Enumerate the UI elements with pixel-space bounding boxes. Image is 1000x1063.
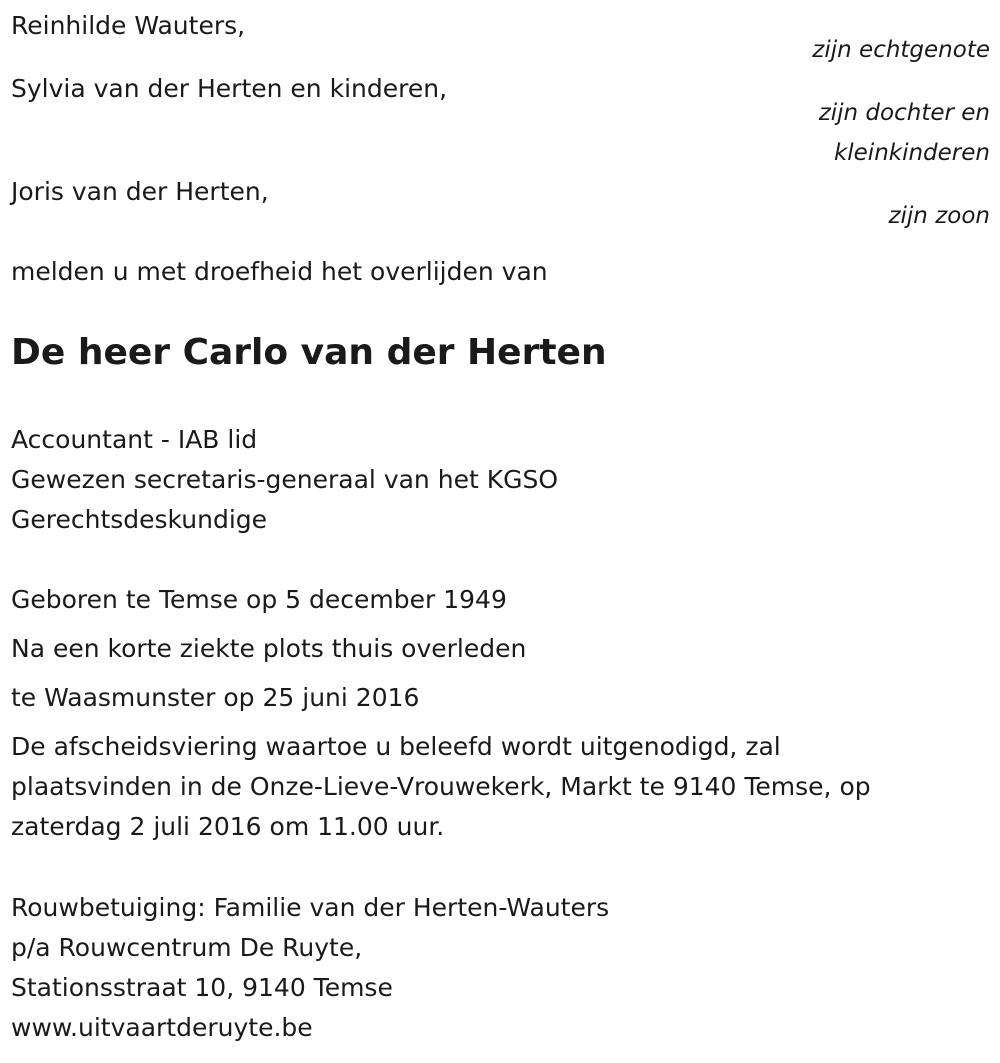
announcement-text: melden u met droefheid het overlijden van: [11, 257, 548, 286]
ceremony-text: plaatsvinden in de Onze-Lieve-Vrouwekerk, Markt te 9140 Temse, op: [11, 772, 871, 801]
family-member-role: zijn zoon: [888, 203, 990, 229]
condolences-text: Rouwbetuiging: Familie van der Herten-Wauters: [11, 893, 610, 922]
family-member-role: kleinkinderen: [833, 140, 990, 166]
deceased-title: Gewezen secretaris-generaal van het KGSO: [11, 465, 559, 494]
birth-info: Geboren te Temse op 5 december 1949: [11, 585, 507, 614]
family-member-name: Sylvia van der Herten en kinderen,: [11, 74, 448, 103]
death-info: Na een korte ziekte plots thuis overleden: [11, 634, 527, 663]
website-link[interactable]: www.uitvaartderuyte.be: [11, 1013, 313, 1042]
family-member-name: Joris van der Herten,: [11, 177, 269, 206]
family-member-role: zijn echtgenote: [812, 37, 990, 63]
condolences-address: Stationsstraat 10, 9140 Temse: [11, 973, 393, 1002]
ceremony-text: De afscheidsviering waartoe u beleefd wordt uitgenodigd, zal: [11, 732, 781, 761]
ceremony-text: zaterdag 2 juli 2016 om 11.00 uur.: [11, 812, 445, 841]
deceased-title: Gerechtsdeskundige: [11, 505, 268, 534]
deceased-title: Accountant - IAB lid: [11, 425, 258, 454]
family-member-name: Reinhilde Wauters,: [11, 11, 246, 40]
condolences-address: p/a Rouwcentrum De Ruyte,: [11, 933, 363, 962]
deceased-name: De heer Carlo van der Herten: [11, 332, 607, 373]
family-member-role: zijn dochter en: [818, 100, 990, 126]
death-info: te Waasmunster op 25 juni 2016: [11, 683, 420, 712]
